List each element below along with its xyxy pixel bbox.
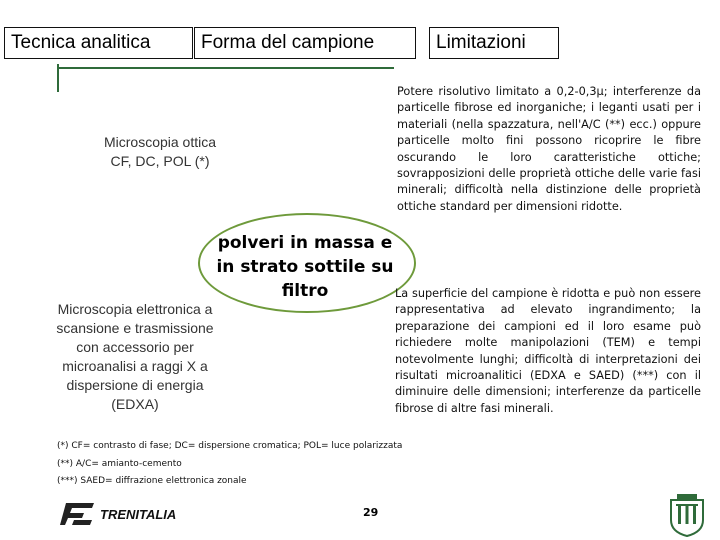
header-forma-campione xyxy=(194,27,416,59)
header-limitazioni xyxy=(429,27,559,59)
method2-line2: scansione e trasmissione xyxy=(56,320,214,336)
limitation-electron: La superficie del campione è ridotta e può non essere rappresentativa ad elevato ingrandimento; la preparazione dei campioni ed il loro esame può richiedere molte manipolazioni (TEM) e tempi notevolmente lunghi; difficoltà di interpretazioni dei risultati microanalitici (EDXA e SAED) (***) con il diminuire delle dimensioni; interferenze da particelle fibrose di altre fasi minerali. xyxy=(395,287,701,415)
header-col3-label: Limitazioni xyxy=(436,32,526,53)
method2-line1: Microscopia elettronica a xyxy=(57,301,213,317)
decorative-horizontal-line xyxy=(57,67,394,69)
trenitalia-mark-icon xyxy=(60,501,96,527)
sample-form-line2: in strato sottile su xyxy=(216,257,394,277)
footnote-1: (*) CF= contrasto di fase; DC= dispersione cromatica; POL= luce polarizzata xyxy=(57,441,403,451)
method2-line3: con accessorio per xyxy=(76,339,194,355)
method-electron-microscopy xyxy=(30,300,240,414)
institution-crest-icon xyxy=(667,492,707,538)
page-number: 29 xyxy=(363,506,379,519)
method-optical-microscopy xyxy=(60,133,260,171)
sample-form-line1: polveri in massa e xyxy=(217,233,393,253)
header-col2-label: Forma del campione xyxy=(201,32,375,53)
method2-line6: (EDXA) xyxy=(111,396,159,412)
trenitalia-brand-text: TRENITALIA xyxy=(100,506,177,522)
method1-line1: Microscopia ottica xyxy=(103,134,217,150)
header-col1-label: Tecnica analitica xyxy=(11,32,151,53)
sample-form-line3: filtro xyxy=(281,281,329,301)
header-tecnica-analitica xyxy=(4,27,193,59)
sample-form-text xyxy=(212,231,398,303)
method2-line5: dispersione di energia xyxy=(66,377,204,393)
limitation-optical: Potere risolutivo limitato a 0,2-0,3μ; interferenze da particelle fibrose ed inorganiche; i leganti usati per i materiali (nella spazzatura, nell'A/C (**) ecc.) oppure particelle molto fini possono ricoprire le fibre oscurando le loro caratteristiche ottiche; sovrapposizioni delle proprietà ottiche delle varie fasi minerali; difficoltà nella distinzione delle proprietà ottiche standard per dimensioni ridotte. xyxy=(397,85,701,213)
footnote-3: (***) SAED= diffrazione elettronica zonale xyxy=(57,476,247,486)
trenitalia-logo xyxy=(60,501,176,527)
method2-line4: microanalisi a raggi X a xyxy=(62,358,208,374)
method1-line2: CF, DC, POL (*) xyxy=(110,153,210,169)
footnote-2: (**) A/C= amianto-cemento xyxy=(57,459,182,469)
